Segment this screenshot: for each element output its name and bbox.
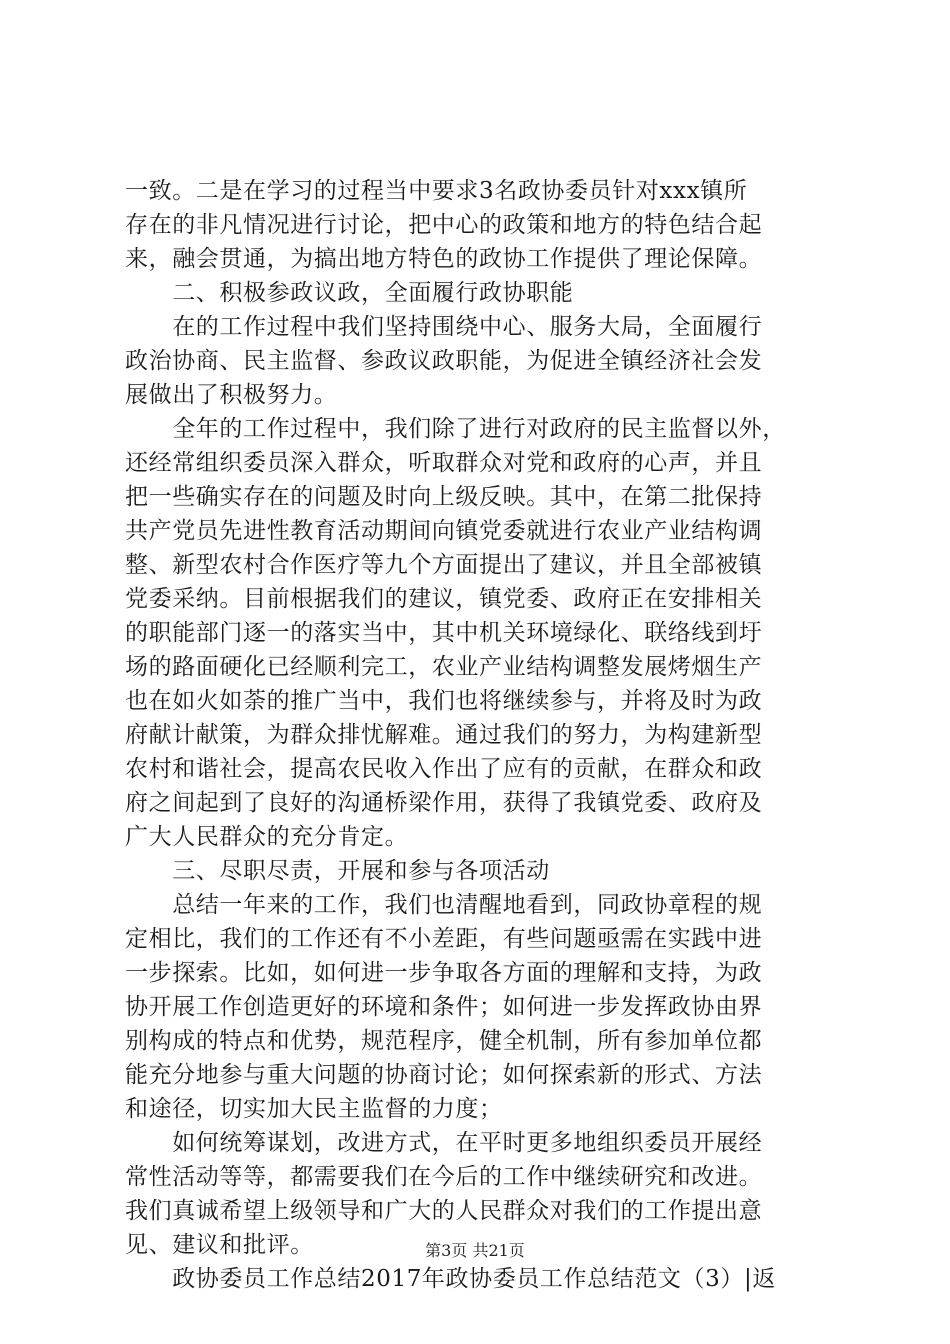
text-line: 全年的工作过程中，我们除了进行对政府的民主监督以外， xyxy=(125,416,786,442)
text-line: 协开展工作创造更好的环境和条件；如何进一步发挥政协由界 xyxy=(125,994,763,1020)
text-line: 存在的非凡情况进行讨论，把中心的政策和地方的特色结合起 xyxy=(125,212,763,238)
text-line: 来，融会贯通，为搞出地方特色的政协工作提供了理论保障。 xyxy=(125,246,763,272)
text-line: 广大人民群众的充分肯定。 xyxy=(125,824,409,850)
text-line: 三、尽职尽责，开展和参与各项活动 xyxy=(125,858,550,884)
text-line: 农村和谐社会，提高农民收入作出了应有的贡献，在群众和政 xyxy=(125,756,763,782)
text-line: 还经常组织委员深入群众，听取群众对党和政府的心声，并且 xyxy=(125,450,763,476)
text-line: 也在如火如荼的推广当中，我们也将继续参与，并将及时为政 xyxy=(125,688,763,714)
text-line: 见、建议和批评。 xyxy=(125,1232,314,1258)
text-line: 共产党员先进性教育活动期间向镇党委就进行农业产业结构调 xyxy=(125,518,763,544)
text-line: 府之间起到了良好的沟通桥梁作用，获得了我镇党委、政府及 xyxy=(125,790,763,816)
text-line: 一步探索。比如，如何进一步争取各方面的理解和支持，为政 xyxy=(125,960,763,986)
text-line: 政治协商、民主监督、参政议政职能，为促进全镇经济社会发 xyxy=(125,348,763,374)
text-line: 别构成的特点和优势，规范程序，健全机制，所有参加单位都 xyxy=(125,1028,763,1054)
text-line: 一致。二是在学习的过程当中要求3名政协委员针对xxx镇所 xyxy=(125,178,748,204)
text-line: 如何统筹谋划，改进方式，在平时更多地组织委员开展经 xyxy=(125,1130,763,1156)
page-number-footer: 第3页 共21页 xyxy=(425,1241,525,1260)
text-line: 党委采纳。目前根据我们的建议，镇党委、政府正在安排相关 xyxy=(125,586,763,612)
text-line: 府献计献策，为群众排忧解难。通过我们的努力，为构建新型 xyxy=(125,722,763,748)
text-line: 我们真诚希望上级领导和广大的人民群众对我们的工作提出意 xyxy=(125,1198,763,1224)
text-line: 常性活动等等，都需要我们在今后的工作中继续研究和改进。 xyxy=(125,1164,763,1190)
text-line: 展做出了积极努力。 xyxy=(125,382,338,408)
text-line: 和途径，切实加大民主监督的力度； xyxy=(125,1096,503,1122)
text-line: 定相比，我们的工作还有不小差距，有些问题亟需在实践中进 xyxy=(125,926,763,952)
text-line: 场的路面硬化已经顺利完工，农业产业结构调整发展烤烟生产 xyxy=(125,654,763,680)
text-line: 整、新型农村合作医疗等九个方面提出了建议，并且全部被镇 xyxy=(125,552,763,578)
text-line: 总结一年来的工作，我们也清醒地看到，同政协章程的规 xyxy=(125,892,763,918)
text-line: 在的工作过程中我们坚持围绕中心、服务大局，全面履行 xyxy=(125,314,763,340)
text-line: 能充分地参与重大问题的协商讨论；如何探索新的形式、方法 xyxy=(125,1062,763,1088)
text-line: 政协委员工作总结2017年政协委员工作总结范文（3）|返 xyxy=(125,1266,776,1292)
document-body xyxy=(125,174,837,1296)
text-line: 二、积极参政议政，全面履行政协职能 xyxy=(125,280,574,306)
text-line: 把一些确实存在的问题及时向上级反映。其中，在第二批保持 xyxy=(125,484,763,510)
text-line: 的职能部门逐一的落实当中，其中机关环境绿化、联络线到圩 xyxy=(125,620,763,646)
